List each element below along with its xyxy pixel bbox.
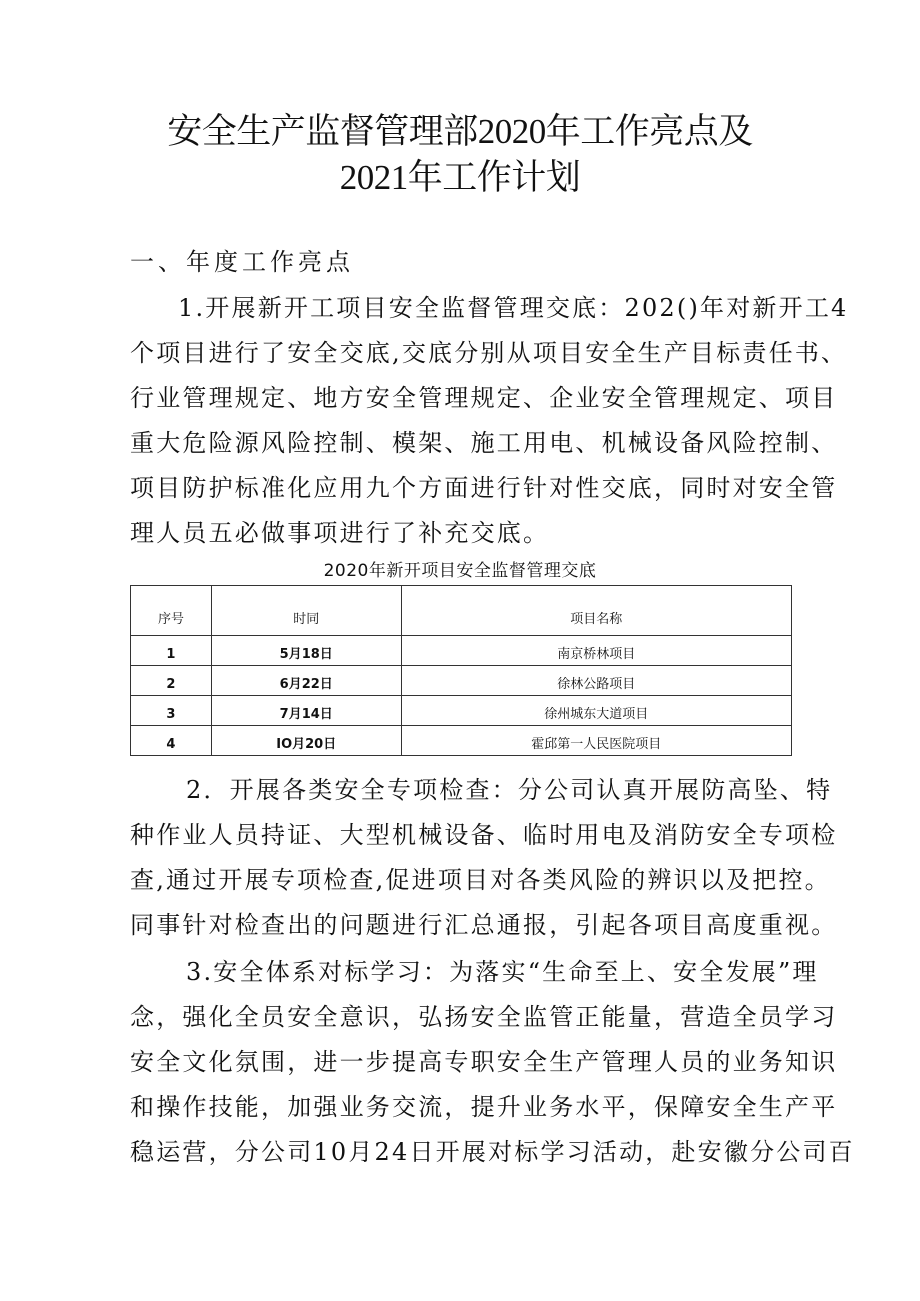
paragraph-line: 理人员五必做事项进行了补充交底。 xyxy=(130,519,550,547)
paragraph-line: 和操作技能，加强业务交流，提升业务水平，保障安全生产平 xyxy=(130,1093,838,1121)
paragraph-line: 2．开展各类安全专项检查：分公司认真开展防高坠、特 xyxy=(186,776,833,804)
paragraph-line: 项目防护标准化应用九个方面进行针对性交底，同时对安全管 xyxy=(130,474,838,502)
paragraph-line: 行业管理规定、地方安全管理规定、企业安全管理规定、项目 xyxy=(130,384,838,412)
document-title-line-2: 2021年工作计划 xyxy=(339,158,581,197)
paragraph-line: 1.开展新开工项目安全监督管理交底：202()年对新开工4 xyxy=(178,294,849,322)
header-index: 序号 xyxy=(131,586,212,636)
table-row xyxy=(131,636,792,666)
table-header-row xyxy=(131,586,792,636)
section-heading: 一、年度工作亮点 xyxy=(130,248,354,276)
table-row xyxy=(131,666,792,696)
row-index: 3 xyxy=(131,696,212,726)
row-date: IO月20日 xyxy=(211,726,401,756)
row-index: 1 xyxy=(131,636,212,666)
document-title-line-1: 安全生产监督管理部2020年工作亮点及 xyxy=(167,112,753,151)
header-date: 时同 xyxy=(211,586,401,636)
row-project-name: 霍邱第一人民医院项目 xyxy=(401,726,791,756)
table-caption: 2020年新开项目安全监督管理交底 xyxy=(323,561,597,581)
header-project-name: 项目名称 xyxy=(401,586,791,636)
paragraph-line: 3.安全体系对标学习：为落实“生命至上、安全发展”理 xyxy=(186,958,819,986)
row-project-name: 徐林公路项目 xyxy=(401,666,791,696)
paragraph-line: 安全文化氛围，进一步提高专职安全生产管理人员的业务知识 xyxy=(130,1048,838,1076)
paragraph-line: 个项目进行了安全交底,交底分别从项目安全生产目标责任书、 xyxy=(130,339,848,367)
paragraph-line: 稳运营，分公司10月24日开展对标学习活动，赴安徽分公司百 xyxy=(130,1138,855,1166)
row-date: 6月22日 xyxy=(211,666,401,696)
paragraph-line: 查,通过开展专项检查,促进项目对各类风险的辨识以及把控。 xyxy=(130,866,831,894)
paragraph-line: 同事针对检查出的问题进行汇总通报，引起各项目高度重视。 xyxy=(130,911,838,939)
row-project-name: 徐州城东大道项目 xyxy=(401,696,791,726)
briefing-table xyxy=(130,585,792,756)
row-date: 7月14日 xyxy=(211,696,401,726)
row-project-name: 南京桥林项目 xyxy=(401,636,791,666)
row-index: 4 xyxy=(131,726,212,756)
paragraph-line: 重大危险源风险控制、模架、施工用电、机械设备风险控制、 xyxy=(130,429,838,457)
paragraph-line: 种作业人员持证、大型机械设备、临时用电及消防安全专项检 xyxy=(130,821,838,849)
paragraph-line: 念，强化全员安全意识，弘扬安全监管正能量，营造全员学习 xyxy=(130,1003,838,1031)
table-row xyxy=(131,696,792,726)
table-row xyxy=(131,726,792,756)
row-index: 2 xyxy=(131,666,212,696)
row-date: 5月18日 xyxy=(211,636,401,666)
